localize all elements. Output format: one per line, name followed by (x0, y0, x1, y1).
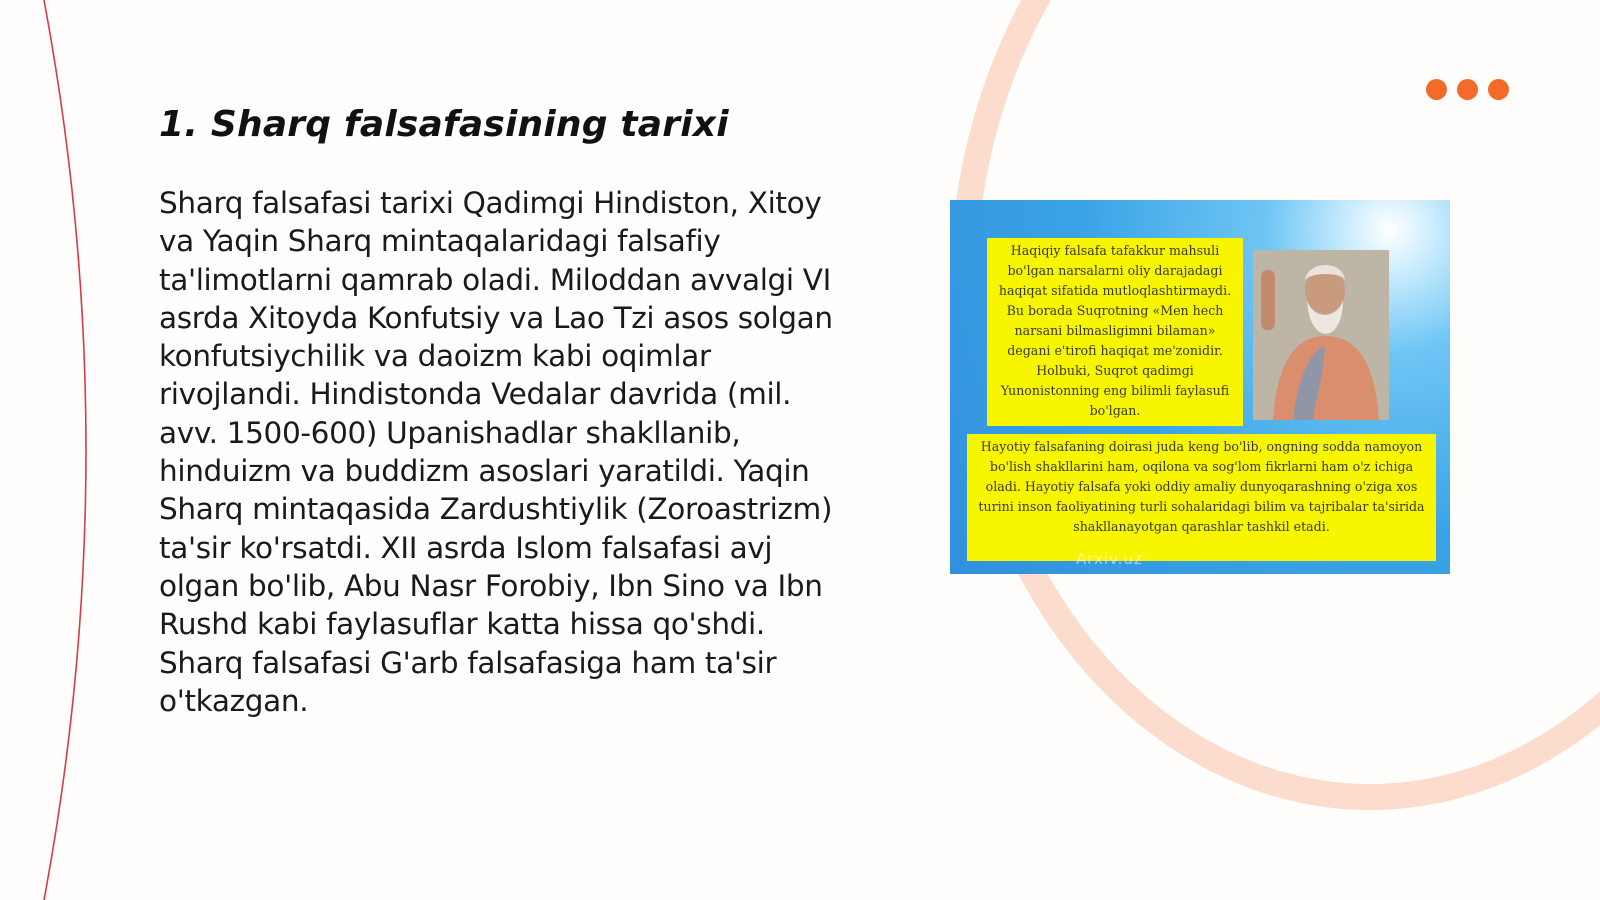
dot (1426, 79, 1447, 100)
dot (1488, 79, 1509, 100)
quote-box-top: Haqiqiy falsafa tafakkur mahsuli bo'lgan narsalarni oliy darajadagi haqiqat sifatida mutloqlashtirmaydi. Bu borada Suqrotning «Men hech narsani bilmasligimni bilaman» degani e'tirofi haqiqat me'zonidir. Holbuki, Suqrot qadimgi Yunonistonning eng bilimli faylasufi bo'lgan. (987, 238, 1243, 426)
philosopher-portrait (1253, 250, 1389, 420)
portrait-drawing (1253, 250, 1389, 420)
watermark-text: Arxiv.uz (1076, 550, 1143, 568)
slide-title: 1. Sharq falsafasining tarixi (159, 104, 729, 145)
slide-picture (950, 200, 1450, 574)
more-dots-icon (1426, 79, 1509, 100)
quote-box-bottom: Hayotiy falsafaning doirasi juda keng bo'lib, ongning sodda namoyon bo'lish shakllarini ham, oqilona va sog'lom fikrlarni ham o'z ichiga oladi. Hayotiy falsafa yoki oddiy amaliy dunyoqarashning o'ziga xos turini inson faoliyatining turli sohalaridagi bilim va tajribalar ta'sirida shakllanayotgan qarashlar tashkil etadi. (967, 434, 1436, 561)
slide-body-text: Sharq falsafasi tarixi Qadimgi Hindiston, Xitoy va Yaqin Sharq mintaqalaridagi falsafiy ta'limotlarni qamrab oladi. Miloddan avvalgi VI asrda Xitoyda Konfutsiy va Lao Tzi asos solgan konfutsiychilik va daoizm kabi oqimlar rivojlandi. Hindistonda Vedalar davrida (mil. avv. 1500-600) Upanishadlar shakllanib, hinduizm va buddizm asoslari yaratildi. Yaqin Sharq mintaqasida Zardushtiylik (Zoroastrizm) ta'sir ko'rsatdi. XII asrda Islom falsafasi avj olgan bo'lib, Abu Nasr Forobiy, Ibn Sino va Ibn Rushd kabi faylasuflar katta hissa qo'shdi. Sharq falsafasi G'arb falsafasiga ham ta'sir o'tkazgan. (159, 186, 833, 718)
dot (1457, 79, 1478, 100)
